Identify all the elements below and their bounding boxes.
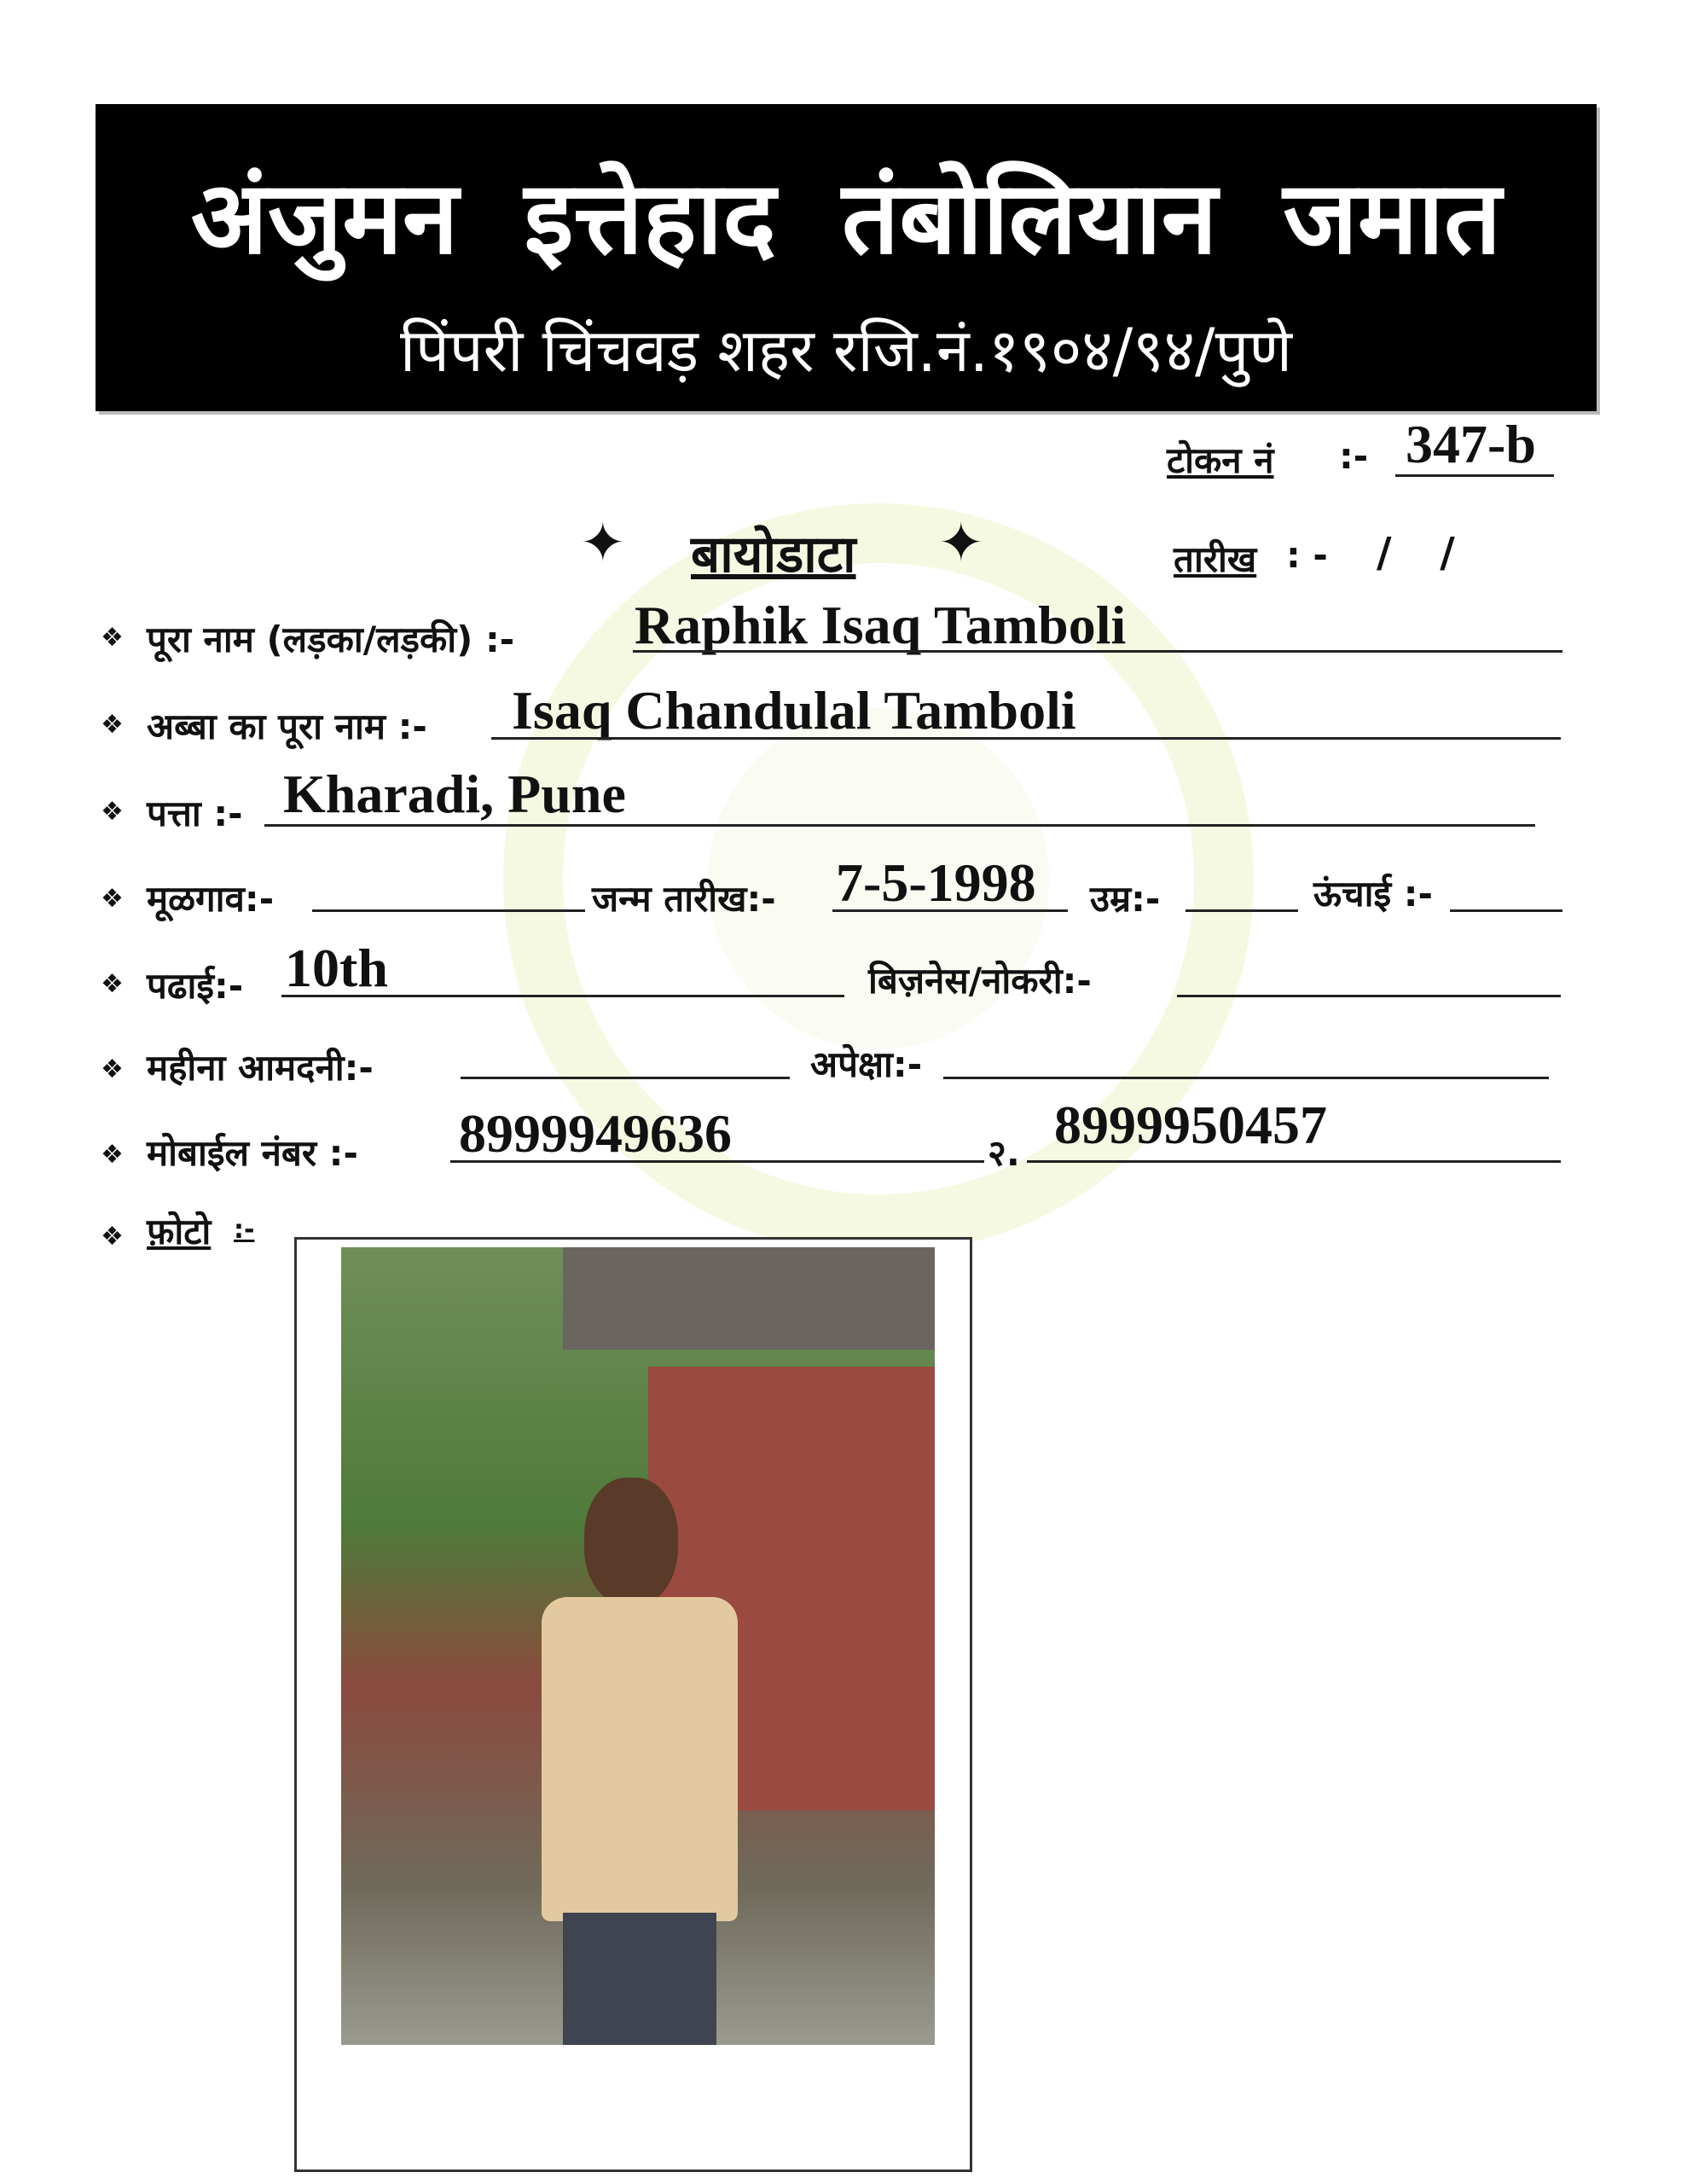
address-label: पत्ता :-	[147, 793, 243, 834]
age-line	[1186, 909, 1298, 912]
mobile-value: 8999949636	[459, 1103, 732, 1164]
token-label: टोकन नं	[1167, 439, 1274, 481]
name-value: Raphik Isaq Tamboli	[635, 595, 1127, 655]
org-subtitle: पिंपरी चिंचवड़ शहर रजि.नं.१९०४/९४/पुणे	[400, 316, 1292, 386]
bullet-icon: ❖	[101, 623, 124, 653]
photo-person-shirt	[542, 1597, 738, 1921]
date-sep: : -	[1286, 534, 1328, 576]
dob-value: 7-5-1998	[836, 852, 1036, 913]
native-label: मूळगाव:-	[147, 878, 275, 920]
mobile-label-2: २.	[988, 1132, 1020, 1174]
father-value: Isaq Chandulal Tamboli	[512, 680, 1076, 741]
father-line	[491, 737, 1561, 740]
income-label: महीना आमदनी:-	[147, 1047, 374, 1089]
org-title: अंजुमन इत्तेहाद तंबोलियान जमात	[190, 159, 1502, 276]
education-label: पढाई:-	[147, 965, 244, 1007]
education-value: 10th	[285, 938, 388, 998]
bullet-icon: ❖	[101, 710, 124, 740]
expectation-label: अपेक्षा:-	[810, 1043, 923, 1085]
photo-label: फ़ोटो	[147, 1211, 212, 1252]
height-label: ऊंचाई :-	[1313, 873, 1433, 915]
mobile-line	[450, 1160, 984, 1163]
header-banner	[96, 104, 1597, 411]
dob-line	[832, 909, 1068, 912]
age-label: उम्र:-	[1090, 878, 1161, 920]
name-label: पूरा नाम (लड़का/लड़की) :-	[147, 619, 515, 660]
photo-person-head	[584, 1478, 678, 1606]
photo-sep: :-	[234, 1215, 255, 1245]
token-line	[1395, 474, 1554, 477]
mobile-label: मोबाईल नंबर :-	[147, 1132, 358, 1174]
income-line	[461, 1077, 790, 1079]
bullet-icon: ❖	[101, 1140, 124, 1170]
biodata-title: बायोडाटा	[691, 525, 856, 584]
token-value: 347-b	[1406, 414, 1536, 474]
star-left-icon: ✦	[580, 512, 626, 575]
photo-person-trousers	[563, 1913, 716, 2045]
education-line	[281, 995, 844, 997]
mobile-value-2: 8999950457	[1054, 1095, 1327, 1155]
date-value: / /	[1377, 529, 1455, 577]
mobile-line-2	[1027, 1160, 1561, 1163]
name-line	[633, 650, 1562, 653]
height-line	[1450, 909, 1562, 912]
native-line	[312, 909, 585, 912]
bullet-icon: ❖	[101, 969, 124, 999]
address-value: Kharadi, Pune	[283, 764, 626, 824]
token-sep: :-	[1339, 435, 1369, 477]
bullet-icon: ❖	[101, 884, 124, 914]
occupation-line	[1177, 995, 1561, 997]
photo-brick-wall	[563, 1247, 935, 1350]
candidate-photo	[341, 1247, 935, 2045]
address-line	[264, 824, 1535, 827]
date-label: तारीख	[1174, 538, 1257, 580]
star-right-icon: ✦	[938, 512, 984, 575]
expectation-line	[943, 1077, 1549, 1079]
father-label: अब्बा का पूरा नाम :-	[147, 706, 427, 747]
bullet-icon: ❖	[101, 1054, 124, 1084]
bullet-icon: ❖	[101, 1222, 124, 1252]
dob-label: जन्म तारीख:-	[592, 878, 776, 920]
occupation-label: बिज़नेस/नोकरी:-	[868, 960, 1092, 1002]
bullet-icon: ❖	[101, 797, 124, 827]
